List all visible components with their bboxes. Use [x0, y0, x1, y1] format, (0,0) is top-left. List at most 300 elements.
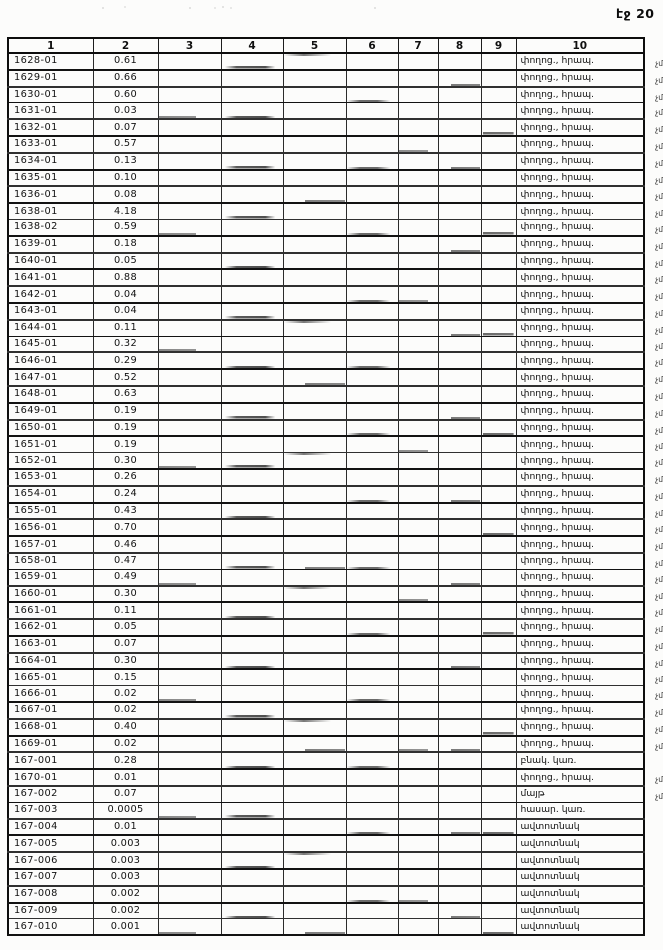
cell-empty — [346, 236, 398, 253]
header-row — [8, 38, 644, 53]
cell-empty — [158, 835, 221, 852]
cell-object-id: 1647-01 — [8, 369, 93, 386]
table-row — [8, 669, 644, 685]
cell-empty — [283, 869, 346, 886]
cell-note — [516, 303, 663, 320]
cell-empty — [481, 269, 516, 286]
cell-empty — [438, 352, 481, 369]
margin-mark: չմ — [655, 224, 663, 234]
cell-note — [516, 686, 663, 702]
cell-object-id: 167-005 — [8, 835, 93, 852]
cell-empty — [398, 352, 438, 369]
cell-empty — [283, 286, 346, 303]
cell-empty — [398, 469, 438, 486]
cell-value: 0.63 — [93, 386, 158, 403]
cell-empty — [438, 569, 481, 585]
cell-value: 0.26 — [93, 469, 158, 486]
cell-empty — [221, 320, 283, 336]
cell-empty — [283, 236, 346, 253]
cell-value: 0.04 — [93, 303, 158, 320]
cell-note — [516, 619, 663, 636]
cell-empty — [438, 236, 481, 253]
cell-note — [516, 602, 663, 619]
cell-empty — [481, 719, 516, 736]
table-header — [8, 38, 644, 53]
cell-empty — [438, 519, 481, 536]
cell-empty — [346, 119, 398, 136]
cell-value: 0.11 — [93, 320, 158, 336]
cell-note — [516, 453, 663, 469]
cell-value: 0.66 — [93, 70, 158, 87]
cell-empty — [481, 869, 516, 886]
cell-empty — [346, 286, 398, 303]
cell-empty — [221, 436, 283, 452]
note-text: փողոց., հրապ. — [520, 88, 594, 100]
cell-empty — [346, 669, 398, 685]
cell-object-id: 1633-01 — [8, 136, 93, 153]
cell-object-id: 1631-01 — [8, 103, 93, 119]
cell-empty — [438, 653, 481, 670]
note-text: փողոց., հրապ. — [520, 504, 594, 516]
cell-empty — [481, 203, 516, 219]
cell-note — [516, 386, 663, 403]
cell-empty — [283, 569, 346, 585]
cell-empty — [481, 835, 516, 852]
cell-empty — [481, 903, 516, 919]
margin-mark: չմ — [655, 458, 663, 468]
cell-empty — [346, 136, 398, 153]
page-number-label: էջ 20 — [616, 6, 655, 21]
margin-mark: չմ — [655, 75, 663, 85]
cell-empty — [438, 70, 481, 87]
note-text: փողոց., հրապ. — [520, 555, 594, 567]
cell-empty — [221, 53, 283, 70]
cell-empty — [283, 719, 346, 736]
cell-note — [516, 87, 663, 103]
table-row — [8, 303, 644, 320]
cell-empty — [346, 486, 398, 503]
cell-empty — [481, 436, 516, 452]
cell-empty — [283, 802, 346, 818]
cell-empty — [481, 619, 516, 636]
column-header-5: 5 — [283, 38, 346, 53]
margin-mark: չմ — [655, 724, 663, 734]
cell-empty — [346, 736, 398, 753]
cell-empty — [158, 320, 221, 336]
cell-empty — [438, 286, 481, 303]
cell-empty — [438, 702, 481, 719]
cell-empty — [481, 536, 516, 553]
cell-empty — [398, 536, 438, 553]
table-row — [8, 752, 644, 769]
cell-empty — [398, 87, 438, 103]
cell-empty — [438, 87, 481, 103]
note-text: փողոց., հրապ. — [520, 238, 594, 250]
cell-empty — [158, 186, 221, 203]
cell-empty — [481, 320, 516, 336]
cell-note — [516, 503, 663, 520]
margin-mark: չմ — [655, 358, 663, 368]
cell-empty — [481, 736, 516, 753]
cell-empty — [158, 420, 221, 437]
table-body — [8, 53, 663, 935]
cell-empty — [158, 136, 221, 153]
note-text: ավտոտնակ — [520, 854, 580, 866]
cell-object-id: 1651-01 — [8, 436, 93, 452]
cell-object-id: 1645-01 — [8, 336, 93, 352]
note-text: փողոց., հրապ. — [520, 571, 594, 583]
cell-empty — [221, 420, 283, 437]
note-text: փողոց., հրապ. — [520, 438, 594, 450]
cell-empty — [283, 336, 346, 352]
cell-empty — [158, 453, 221, 469]
cell-empty — [346, 53, 398, 70]
table-row — [8, 87, 644, 103]
cell-empty — [221, 686, 283, 702]
cell-empty — [481, 769, 516, 786]
cell-empty — [438, 203, 481, 219]
cell-note — [516, 53, 663, 70]
margin-mark: չմ — [655, 658, 663, 668]
cell-empty — [346, 569, 398, 585]
cell-empty — [346, 253, 398, 270]
table-row — [8, 719, 644, 736]
cell-empty — [398, 219, 438, 235]
note-text: փողոց., հրապ. — [520, 254, 594, 266]
margin-mark: չմ — [655, 474, 663, 484]
cell-empty — [398, 203, 438, 219]
cell-empty — [158, 386, 221, 403]
cell-note — [516, 769, 663, 786]
column-header-1: 1 — [8, 38, 93, 53]
cell-object-id: 1662-01 — [8, 619, 93, 636]
cell-note — [516, 919, 644, 935]
table-row — [8, 702, 644, 719]
cell-empty — [158, 653, 221, 670]
cell-empty — [158, 153, 221, 170]
cell-empty — [398, 170, 438, 187]
cell-note — [516, 903, 644, 919]
cell-empty — [221, 886, 283, 903]
margin-mark: չմ — [655, 175, 663, 185]
cell-empty — [346, 586, 398, 603]
cell-empty — [283, 420, 346, 437]
cell-object-id: 1644-01 — [8, 320, 93, 336]
cell-empty — [283, 903, 346, 919]
cell-empty — [221, 786, 283, 802]
cell-empty — [481, 103, 516, 119]
cell-empty — [283, 136, 346, 153]
cell-empty — [481, 919, 516, 935]
cell-note — [516, 653, 663, 670]
cell-empty — [481, 303, 516, 320]
cell-empty — [438, 153, 481, 170]
cell-empty — [481, 219, 516, 235]
cell-empty — [283, 602, 346, 619]
cell-note — [516, 436, 663, 452]
cell-empty — [283, 103, 346, 119]
cell-empty — [283, 303, 346, 320]
note-text: փողոց., հրապ. — [520, 138, 594, 150]
cell-empty — [438, 886, 481, 903]
cell-note — [516, 203, 663, 219]
cell-value: 0.02 — [93, 702, 158, 719]
table-row — [8, 602, 644, 619]
cell-empty — [438, 752, 481, 769]
cell-empty — [158, 602, 221, 619]
cell-object-id: 1666-01 — [8, 686, 93, 702]
table-row — [8, 786, 644, 802]
cell-object-id: 1630-01 — [8, 87, 93, 103]
note-text: փողոց., հրապ. — [520, 621, 594, 633]
cell-empty — [346, 386, 398, 403]
table-row — [8, 53, 644, 70]
cell-empty — [221, 653, 283, 670]
cell-empty — [438, 186, 481, 203]
margin-mark: չմ — [655, 325, 663, 335]
cell-empty — [438, 253, 481, 270]
cell-empty — [221, 852, 283, 869]
cell-empty — [398, 369, 438, 386]
table-row — [8, 653, 644, 670]
cell-empty — [481, 569, 516, 585]
cell-value: 0.29 — [93, 352, 158, 369]
cell-empty — [481, 170, 516, 187]
cell-empty — [438, 503, 481, 520]
cell-empty — [283, 486, 346, 503]
table-row — [8, 186, 644, 203]
cell-empty — [438, 919, 481, 935]
table-row — [8, 403, 644, 420]
cell-value: 0.24 — [93, 486, 158, 503]
cell-note — [516, 269, 663, 286]
cell-value: 0.19 — [93, 403, 158, 420]
cell-empty — [438, 386, 481, 403]
note-text: փողոց., հրապ. — [520, 155, 594, 167]
cell-empty — [346, 536, 398, 553]
table-row — [8, 636, 644, 653]
cell-empty — [221, 253, 283, 270]
cell-empty — [398, 420, 438, 437]
cell-empty — [398, 436, 438, 452]
cell-object-id: 1655-01 — [8, 503, 93, 520]
cell-empty — [283, 469, 346, 486]
margin-mark: չմ — [655, 508, 663, 518]
cell-empty — [438, 636, 481, 653]
cell-object-id: 1639-01 — [8, 236, 93, 253]
cell-empty — [346, 769, 398, 786]
cell-empty — [221, 819, 283, 836]
cell-note — [516, 136, 663, 153]
column-header-6: 6 — [346, 38, 398, 53]
cell-empty — [158, 736, 221, 753]
cell-empty — [398, 519, 438, 536]
cell-empty — [398, 269, 438, 286]
margin-mark: չմ — [655, 275, 663, 285]
cell-empty — [283, 686, 346, 702]
cell-empty — [283, 702, 346, 719]
cell-empty — [158, 486, 221, 503]
cell-note — [516, 352, 663, 369]
cell-empty — [438, 852, 481, 869]
cell-empty — [398, 786, 438, 802]
cell-empty — [221, 469, 283, 486]
cell-object-id: 1638-02 — [8, 219, 93, 235]
cell-empty — [346, 103, 398, 119]
cell-empty — [398, 869, 438, 886]
cell-value: 0.07 — [93, 636, 158, 653]
cell-empty — [481, 586, 516, 603]
cell-empty — [438, 819, 481, 836]
cell-empty — [438, 320, 481, 336]
cell-empty — [481, 53, 516, 70]
cell-note — [516, 320, 663, 336]
cell-empty — [398, 619, 438, 636]
cell-empty — [221, 553, 283, 569]
note-text: ավտոտնակ — [520, 837, 580, 849]
cell-value: 0.05 — [93, 253, 158, 270]
cell-empty — [158, 669, 221, 685]
cell-empty — [283, 320, 346, 336]
cell-empty — [398, 553, 438, 569]
cell-object-id: 1628-01 — [8, 53, 93, 70]
note-text: փողոց., հրապ. — [520, 538, 594, 550]
table-row — [8, 286, 644, 303]
margin-mark: չմ — [655, 625, 663, 635]
cell-empty — [283, 653, 346, 670]
table-row — [8, 170, 644, 187]
margin-mark: չմ — [655, 425, 663, 435]
cell-empty — [398, 386, 438, 403]
cell-value: 0.002 — [93, 903, 158, 919]
margin-mark: չմ — [655, 542, 663, 552]
table-row — [8, 835, 644, 852]
cell-value: 0.30 — [93, 653, 158, 670]
cell-empty — [158, 819, 221, 836]
cell-empty — [398, 286, 438, 303]
cell-empty — [221, 669, 283, 685]
cell-empty — [158, 802, 221, 818]
cell-note — [516, 103, 663, 119]
cell-empty — [158, 436, 221, 452]
cell-empty — [283, 186, 346, 203]
cell-empty — [398, 103, 438, 119]
cell-value: 0.43 — [93, 503, 158, 520]
cell-empty — [398, 486, 438, 503]
cell-empty — [221, 87, 283, 103]
cell-value: 0.70 — [93, 519, 158, 536]
cell-empty — [283, 786, 346, 802]
table-row — [8, 70, 644, 87]
margin-mark: չմ — [655, 209, 663, 219]
cell-empty — [398, 53, 438, 70]
note-text: բնակ. կառ. — [520, 754, 577, 766]
cell-empty — [481, 253, 516, 270]
cell-object-id: 1635-01 — [8, 170, 93, 187]
cell-value: 0.30 — [93, 453, 158, 469]
margin-mark: չմ — [655, 141, 663, 151]
cell-empty — [158, 786, 221, 802]
cell-value: 0.30 — [93, 586, 158, 603]
cell-empty — [221, 219, 283, 235]
cell-empty — [283, 203, 346, 219]
cell-empty — [481, 119, 516, 136]
cell-empty — [346, 919, 398, 935]
cell-empty — [438, 269, 481, 286]
cell-object-id: 167-007 — [8, 869, 93, 886]
cell-empty — [283, 269, 346, 286]
cell-empty — [221, 386, 283, 403]
margin-mark: չմ — [655, 308, 663, 318]
cell-value: 0.32 — [93, 336, 158, 352]
cell-empty — [481, 286, 516, 303]
cell-value: 0.28 — [93, 752, 158, 769]
cell-empty — [283, 619, 346, 636]
margin-mark: չմ — [655, 591, 663, 601]
cell-value: 0.01 — [93, 769, 158, 786]
margin-mark: չմ — [655, 675, 663, 685]
cell-empty — [398, 453, 438, 469]
cell-empty — [158, 919, 221, 935]
cell-empty — [346, 653, 398, 670]
table-row — [8, 420, 644, 437]
table-row — [8, 503, 644, 520]
column-header-7: 7 — [398, 38, 438, 53]
cell-empty — [221, 586, 283, 603]
cell-value: 0.02 — [93, 686, 158, 702]
cell-object-id: 1654-01 — [8, 486, 93, 503]
cell-empty — [158, 219, 221, 235]
cell-empty — [221, 769, 283, 786]
cell-note — [516, 70, 663, 87]
cell-note — [516, 469, 663, 486]
cell-empty — [221, 702, 283, 719]
cell-empty — [398, 320, 438, 336]
table-row — [8, 852, 644, 869]
cell-empty — [158, 170, 221, 187]
cell-empty — [481, 469, 516, 486]
cell-empty — [283, 386, 346, 403]
cell-empty — [481, 752, 516, 769]
cell-note — [516, 719, 663, 736]
cell-empty — [481, 336, 516, 352]
margin-mark: չմ — [655, 558, 663, 568]
cell-empty — [398, 136, 438, 153]
cell-empty — [158, 203, 221, 219]
cell-empty — [438, 369, 481, 386]
cell-empty — [398, 586, 438, 603]
cell-empty — [158, 236, 221, 253]
table-row — [8, 436, 644, 452]
cell-object-id: 1657-01 — [8, 536, 93, 553]
column-header-10: 10 — [516, 38, 644, 53]
cell-empty — [158, 752, 221, 769]
cell-empty — [221, 736, 283, 753]
margin-mark: չմ — [655, 741, 663, 751]
cell-empty — [221, 536, 283, 553]
cell-empty — [221, 919, 283, 935]
cell-empty — [481, 802, 516, 818]
table-row — [8, 886, 644, 903]
cell-empty — [398, 569, 438, 585]
cell-empty — [481, 786, 516, 802]
cell-empty — [346, 619, 398, 636]
cell-empty — [346, 802, 398, 818]
cell-note — [516, 170, 663, 187]
column-header-8: 8 — [438, 38, 481, 53]
cell-empty — [283, 835, 346, 852]
cell-empty — [438, 403, 481, 420]
